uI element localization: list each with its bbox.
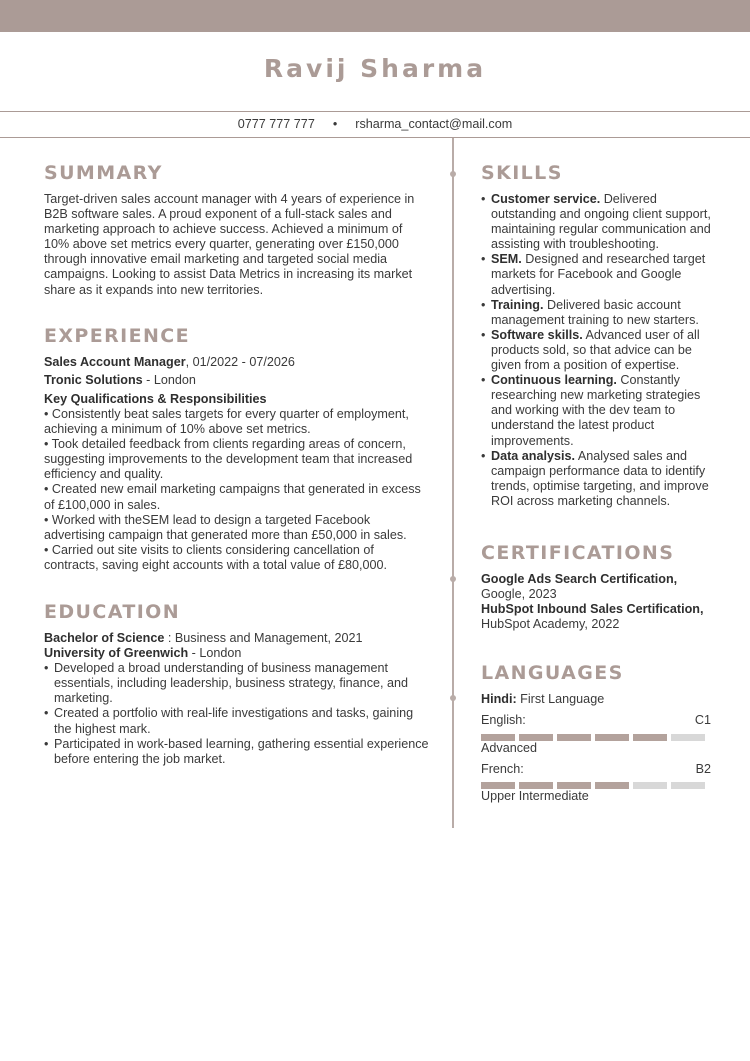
language-level-code: C1 [694, 713, 711, 728]
degree-detail: : Business and Management, 2021 [164, 630, 363, 645]
email-address[interactable]: rsharma_contact@mail.com [355, 117, 513, 131]
level-bar-filled [557, 782, 591, 789]
native-language-line [481, 692, 711, 707]
languages-section [481, 660, 711, 803]
native-language-value: First Language [516, 692, 605, 707]
skills-heading: SKILLS [481, 162, 563, 184]
contact-separator: • [332, 117, 338, 131]
candidate-name: Ravij Sharma [263, 54, 487, 83]
timeline-node-languages [450, 695, 456, 701]
skill-title: Training. [491, 297, 544, 312]
experience-bullet: • Consistently beat sales targets for every quarter of employment, achieving a minimum of 10% above set metrics. [44, 406, 409, 437]
skill-title: SEM. [491, 252, 522, 267]
level-bar-filled [519, 782, 553, 789]
certification-name: Google Ads Search Certification, [481, 571, 678, 586]
timeline-node-skills [450, 171, 456, 177]
level-bar-empty [671, 734, 705, 741]
language-level-bars [481, 734, 711, 741]
contact-line [0, 116, 750, 132]
level-bar-filled [519, 734, 553, 741]
education-heading: EDUCATION [44, 600, 181, 623]
skill-item [491, 328, 711, 373]
degree-line [44, 631, 429, 646]
language-french [481, 762, 711, 804]
level-bar-empty [671, 782, 705, 789]
experience-bullet: • Worked with theSEM lead to design a targeted Facebook advertising campaign that generated more than £50,000 in sales. [44, 512, 407, 542]
company-line [44, 373, 429, 388]
column-divider [452, 138, 454, 828]
language-level-text: Upper Intermediate [481, 788, 589, 803]
left-column [44, 160, 429, 767]
language-level-text: Advanced [481, 740, 538, 755]
level-bar-filled [557, 734, 591, 741]
skill-text: Designed and researched target markets for Facebook and Google advertising. [491, 252, 706, 297]
experience-section [44, 323, 429, 573]
skill-text: Analysed sales and campaign performance data to identify trends, optimise targeting, and improve ROI across marketing channels. [491, 448, 709, 508]
experience-bullet: • Took detailed feedback from clients regarding areas of concern, suggesting improvements to the development team that increased efficiency and quality. [44, 437, 413, 482]
education-bullet: • Created a portfolio with real-life investigations and tasks, gaining the highest mark. [54, 706, 429, 736]
experience-bullet: • Carried out site visits to clients considering cancellation of contracts, saving eight accounts with a total value of £80,000. [44, 542, 388, 572]
summary-text: Target-driven sales account manager with 4 years of experience in B2B software sales. A proud exponent of a full-stack sales and marketing approach to achieve success. Achieved a minimum of 10% above set metrics every quarter, generating over £150,000 through innovative email marketing and targeted social media campaigns. Looking to assist Data Metrics in increasing its market share as it expands into new territories. [44, 192, 415, 297]
language-row [481, 713, 711, 728]
skill-item [491, 192, 711, 252]
level-bar-empty [633, 782, 667, 789]
company-name: Tronic Solutions [44, 372, 143, 387]
job-role: Sales Account Manager [44, 354, 186, 369]
certification-name: HubSpot Inbound Sales Certification, [481, 602, 704, 617]
summary-section [44, 160, 429, 298]
native-language-label: Hindi: [481, 692, 517, 707]
skills-section [481, 160, 711, 509]
skill-title: Continuous learning. [491, 373, 617, 388]
level-bar-filled [633, 734, 667, 741]
skill-text: Delivered outstanding and ongoing client support, maintaining regular communication and assisting with troubleshooting. [491, 192, 711, 252]
level-bar-filled [595, 782, 629, 789]
experience-bullet: • Created new email marketing campaigns that generated in excess of £100,000 in sales. [44, 482, 421, 512]
school-name: University of Greenwich [44, 646, 189, 661]
degree-name: Bachelor of Science [44, 630, 165, 645]
company-location: - London [142, 372, 196, 387]
language-english [481, 713, 711, 755]
level-bar-filled [481, 782, 515, 789]
skill-title: Data analysis. [491, 448, 576, 463]
certifications-section [481, 540, 711, 632]
top-accent-bar [0, 0, 750, 32]
school-location: - London [188, 646, 242, 661]
header-rule-bottom [0, 137, 750, 138]
education-section [44, 599, 429, 767]
skill-item [491, 449, 711, 509]
education-bullet: • Developed a broad understanding of business management essentials, including leadership, business strategy, finance, and marketing. [54, 661, 429, 706]
certification-issuer: HubSpot Academy, 2022 [481, 617, 620, 632]
job-dates: , 01/2022 - 07/2026 [185, 354, 295, 369]
language-level-bars [481, 782, 711, 789]
experience-heading: EXPERIENCE [44, 324, 191, 347]
skills-list [481, 192, 711, 509]
skill-text: Delivered basic account management training to new starters. [491, 297, 699, 327]
skill-title: Software skills. [491, 327, 583, 342]
skill-item [491, 373, 711, 448]
skill-text: Constantly researching new marketing strategies and working with the dev team to understand the latest product improvements. [491, 373, 701, 448]
level-bar-filled [481, 734, 515, 741]
skill-item [491, 252, 711, 297]
education-bullet: • Participated in work-based learning, gathering essential experience before entering the job market. [54, 737, 429, 767]
languages-heading: LANGUAGES [481, 662, 624, 685]
phone-number: 0777 777 777 [237, 117, 315, 131]
experience-bullets [44, 407, 429, 573]
skill-text: Advanced user of all products sold, so that advice can be given from a position of expertise. [491, 327, 700, 373]
timeline-node-certifications [450, 576, 456, 582]
job-title-line [44, 355, 429, 370]
education-bullets [44, 661, 429, 767]
summary-heading: SUMMARY [44, 162, 163, 184]
header-rule-top [0, 111, 750, 112]
school-line [44, 646, 429, 661]
language-level-code: B2 [695, 761, 711, 776]
certification-issuer: Google, 2023 [481, 587, 557, 602]
certifications-heading: CERTIFICATIONS [481, 541, 675, 564]
right-column [481, 160, 711, 804]
skill-item [491, 298, 711, 328]
level-bar-filled [595, 734, 629, 741]
responsibilities-subheading: Key Qualifications & Responsibilities [44, 391, 267, 406]
language-name: French: [481, 761, 524, 776]
skill-title: Customer service. [491, 192, 601, 206]
language-row [481, 762, 711, 777]
language-name: English: [481, 713, 526, 728]
